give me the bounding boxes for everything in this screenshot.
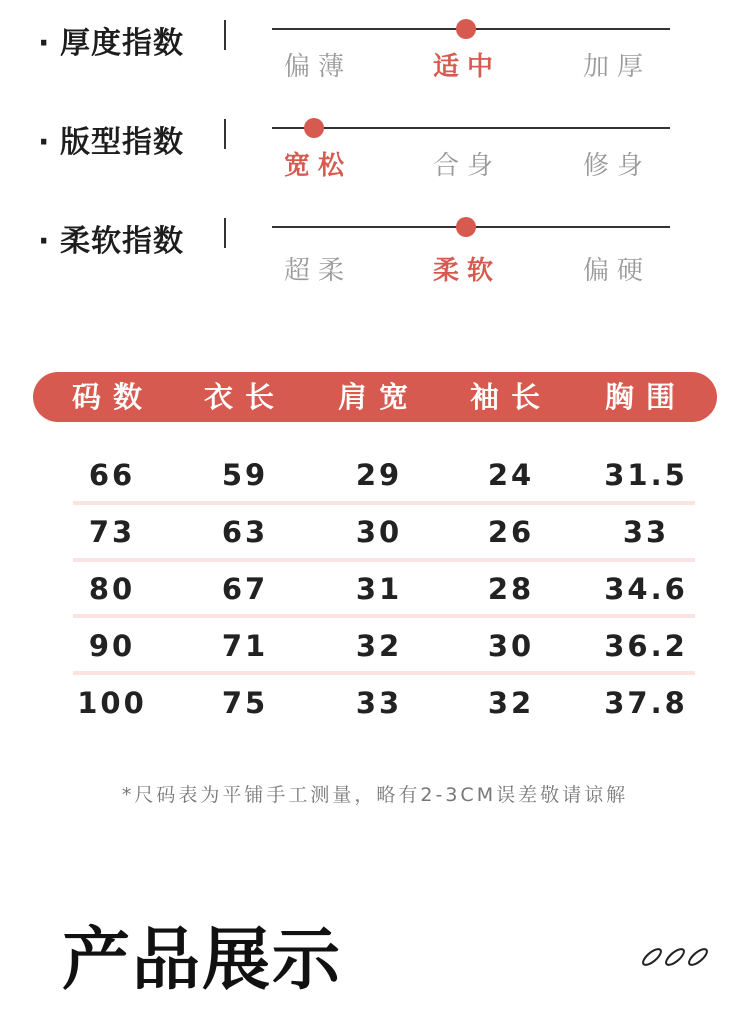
header-shoulder: 肩宽 (337, 380, 420, 414)
table-cell: 67 (221, 572, 269, 606)
fit-index (0, 117, 750, 197)
table-cell: 71 (221, 629, 269, 663)
scale-label-low: 超柔 (283, 256, 352, 286)
thickness-index (0, 18, 750, 98)
row-separator (73, 671, 695, 675)
scale-label-mid: 适中 (432, 52, 501, 82)
bullet: · (38, 224, 51, 259)
index-title (38, 18, 184, 62)
table-row (0, 629, 750, 669)
scale-label-mid: 柔软 (432, 256, 501, 286)
table-cell: 90 (88, 629, 136, 663)
table-cell: 59 (221, 458, 269, 492)
index-title-text: 柔软指数 (60, 224, 184, 259)
scale-label-high: 加厚 (582, 52, 651, 82)
table-cell: 31 (355, 572, 403, 606)
table-cell: 30 (487, 629, 535, 663)
header-sleeve: 袖长 (469, 380, 552, 414)
table-row (0, 572, 750, 612)
scale-line (272, 127, 670, 129)
table-row (0, 686, 750, 726)
slash-ovals-icon (640, 946, 710, 968)
table-cell: 80 (88, 572, 136, 606)
index-title (38, 117, 184, 161)
header-chest: 胸围 (604, 380, 687, 414)
header-size: 码数 (71, 380, 154, 414)
scale-label-low: 偏薄 (283, 52, 352, 82)
table-cell: 37.8 (604, 686, 688, 720)
table-row (0, 515, 750, 555)
table-cell: 30 (355, 515, 403, 549)
size-table-header (33, 372, 717, 422)
table-cell: 24 (487, 458, 535, 492)
scale-label-high: 修身 (582, 151, 651, 181)
index-title (38, 216, 184, 260)
scale-knob (456, 217, 476, 237)
showcase-title: 产品展示 (62, 921, 343, 1000)
scale-label-high: 偏硬 (582, 256, 651, 286)
index-title-text: 厚度指数 (60, 26, 184, 61)
divider (224, 218, 226, 248)
table-cell: 29 (355, 458, 403, 492)
row-separator (73, 558, 695, 562)
table-cell: 75 (221, 686, 269, 720)
divider (224, 20, 226, 50)
index-title-text: 版型指数 (60, 125, 184, 160)
row-separator (73, 501, 695, 505)
table-cell: 32 (487, 686, 535, 720)
table-cell: 32 (355, 629, 403, 663)
table-cell: 63 (221, 515, 269, 549)
bullet: · (38, 26, 51, 61)
measurement-note: *尺码表为平铺手工测量，略有2-3CM误差敬请谅解 (121, 784, 629, 806)
scale-label-mid: 合身 (432, 151, 501, 181)
row-separator (73, 614, 695, 618)
table-cell: 31.5 (604, 458, 688, 492)
divider (224, 119, 226, 149)
scale-label-low: 宽松 (283, 151, 352, 181)
table-cell: 100 (77, 686, 147, 720)
table-cell: 26 (487, 515, 535, 549)
scale-knob (304, 118, 324, 138)
bullet: · (38, 125, 51, 160)
header-length: 衣长 (203, 380, 286, 414)
table-cell: 33 (622, 515, 670, 549)
table-cell: 28 (487, 572, 535, 606)
table-cell: 73 (88, 515, 136, 549)
table-cell: 66 (88, 458, 136, 492)
table-cell: 33 (355, 686, 403, 720)
scale-knob (456, 19, 476, 39)
table-cell: 34.6 (604, 572, 688, 606)
table-row (0, 458, 750, 498)
table-cell: 36.2 (604, 629, 688, 663)
softness-index (0, 216, 750, 296)
